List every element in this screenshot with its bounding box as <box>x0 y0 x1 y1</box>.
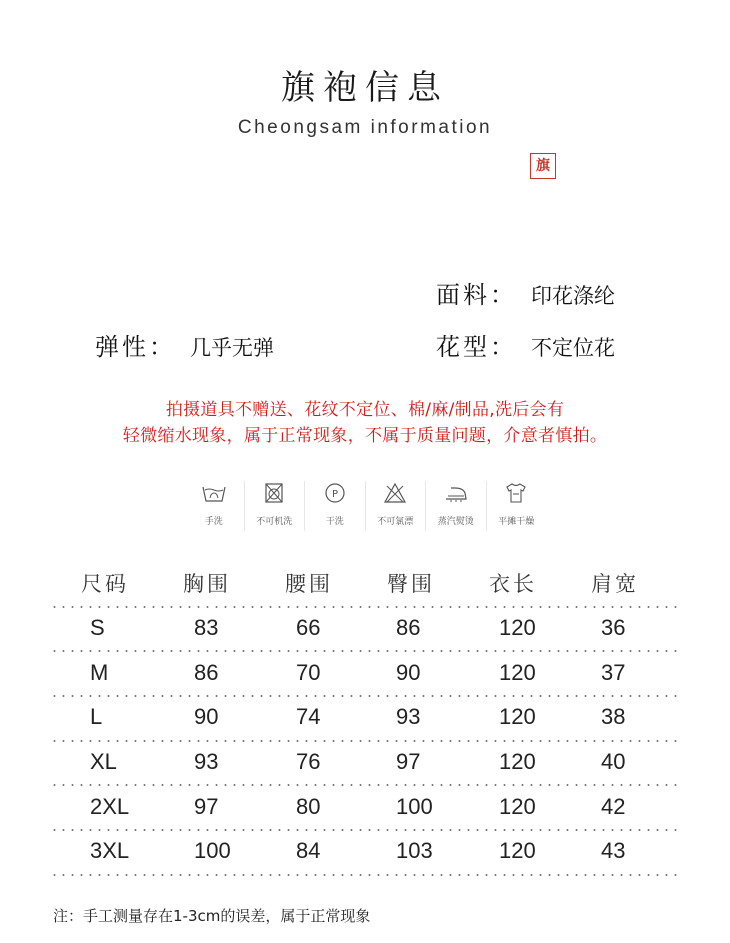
shoulder-cell: 36 <box>601 615 626 641</box>
table-row <box>50 740 680 785</box>
care-flat-dry-label: 平摊干燥 <box>498 517 535 527</box>
bust-cell: 100 <box>194 838 231 864</box>
shoulder-cell: 37 <box>601 659 626 685</box>
no-machine-wash-icon <box>261 481 287 505</box>
bust-cell: 86 <box>194 659 219 685</box>
notice-line-2: 轻微缩水现象，属于正常现象，不属于质量问题，介意者慎拍。 <box>122 426 608 446</box>
hip-cell: 90 <box>396 659 421 685</box>
red-seal-stamp: 旗 <box>530 153 556 179</box>
size-table <box>50 561 680 874</box>
table-header-cell: 臀围 <box>387 572 435 597</box>
measurement-footnote: 注：手工测量存在1-3cm的误差，属于正常现象 <box>53 907 371 925</box>
dry-clean-icon <box>322 481 348 505</box>
hip-cell: 97 <box>396 749 421 775</box>
table-header-cell: 胸围 <box>183 572 231 597</box>
page-subtitle: Cheongsam information <box>237 117 493 138</box>
shoulder-cell: 40 <box>601 749 626 775</box>
flat-dry-icon <box>503 481 529 505</box>
length-cell: 120 <box>499 615 536 641</box>
shoulder-cell: 43 <box>601 838 626 864</box>
care-flat-dry <box>486 481 547 531</box>
spec-fabric <box>436 275 615 310</box>
waist-cell: 76 <box>296 749 321 775</box>
care-instructions <box>184 481 546 531</box>
size-cell: XL <box>90 749 117 775</box>
bust-cell: 97 <box>194 793 219 819</box>
care-hand-wash <box>184 481 244 531</box>
table-row <box>50 650 680 695</box>
hip-cell: 100 <box>396 793 433 819</box>
spec-elasticity-value: 几乎无弹 <box>190 336 274 360</box>
care-steam-iron-label: 蒸汽熨烫 <box>437 517 474 527</box>
bust-cell: 83 <box>194 615 219 641</box>
steam-iron-icon <box>443 481 469 505</box>
table-header-row <box>50 561 680 606</box>
care-no-machine-wash <box>244 481 305 531</box>
spec-fabric-label: 面料： <box>436 281 517 309</box>
spec-elasticity-label: 弹性： <box>95 333 176 361</box>
size-cell: M <box>90 659 109 685</box>
length-cell: 120 <box>499 749 536 775</box>
care-hand-wash-label: 手洗 <box>204 517 223 527</box>
size-cell: 2XL <box>90 793 130 819</box>
size-cell: S <box>90 615 105 641</box>
notice-line-1: 拍摄道具不赠送、花纹不定位、棉/麻/制品,洗后会有 <box>165 400 565 420</box>
size-cell: 3XL <box>90 838 130 864</box>
waist-cell: 74 <box>296 704 321 730</box>
shoulder-cell: 42 <box>601 793 626 819</box>
hip-cell: 103 <box>396 838 433 864</box>
spec-fabric-value: 印花涤纶 <box>531 284 615 308</box>
spec-pattern <box>436 327 615 362</box>
table-row <box>50 695 680 740</box>
table-header-cell: 肩宽 <box>591 572 639 597</box>
bust-cell: 90 <box>194 704 219 730</box>
care-no-bleach <box>365 481 426 531</box>
waist-cell: 70 <box>296 659 321 685</box>
table-header-cell: 衣长 <box>489 572 537 597</box>
care-dry-clean <box>304 481 365 531</box>
hip-cell: 93 <box>396 704 421 730</box>
waist-cell: 80 <box>296 793 321 819</box>
table-row <box>50 606 680 651</box>
waist-cell: 66 <box>296 615 321 641</box>
table-row <box>50 784 680 829</box>
length-cell: 120 <box>499 838 536 864</box>
length-cell: 120 <box>499 793 536 819</box>
waist-cell: 84 <box>296 838 321 864</box>
spec-pattern-label: 花型： <box>436 333 517 361</box>
page-title: 旗袍信息 <box>281 68 449 108</box>
care-no-machine-wash-label: 不可机洗 <box>256 517 293 527</box>
bust-cell: 93 <box>194 749 219 775</box>
spec-pattern-value: 不定位花 <box>531 336 615 360</box>
table-header-cell: 腰围 <box>285 572 333 597</box>
length-cell: 120 <box>499 659 536 685</box>
table-row <box>50 829 680 874</box>
table-header-cell: 尺码 <box>81 572 129 597</box>
svg-text:P: P <box>331 489 338 500</box>
hand-wash-icon <box>201 481 227 505</box>
care-no-bleach-label: 不可氯漂 <box>377 517 414 527</box>
dotted-divider <box>50 874 680 876</box>
care-dry-clean-label: 干洗 <box>325 517 344 527</box>
care-steam-iron <box>425 481 486 531</box>
length-cell: 120 <box>499 704 536 730</box>
spec-elasticity <box>95 327 274 362</box>
size-cell: L <box>90 704 103 730</box>
shoulder-cell: 38 <box>601 704 626 730</box>
no-bleach-icon <box>382 481 408 505</box>
hip-cell: 86 <box>396 615 421 641</box>
